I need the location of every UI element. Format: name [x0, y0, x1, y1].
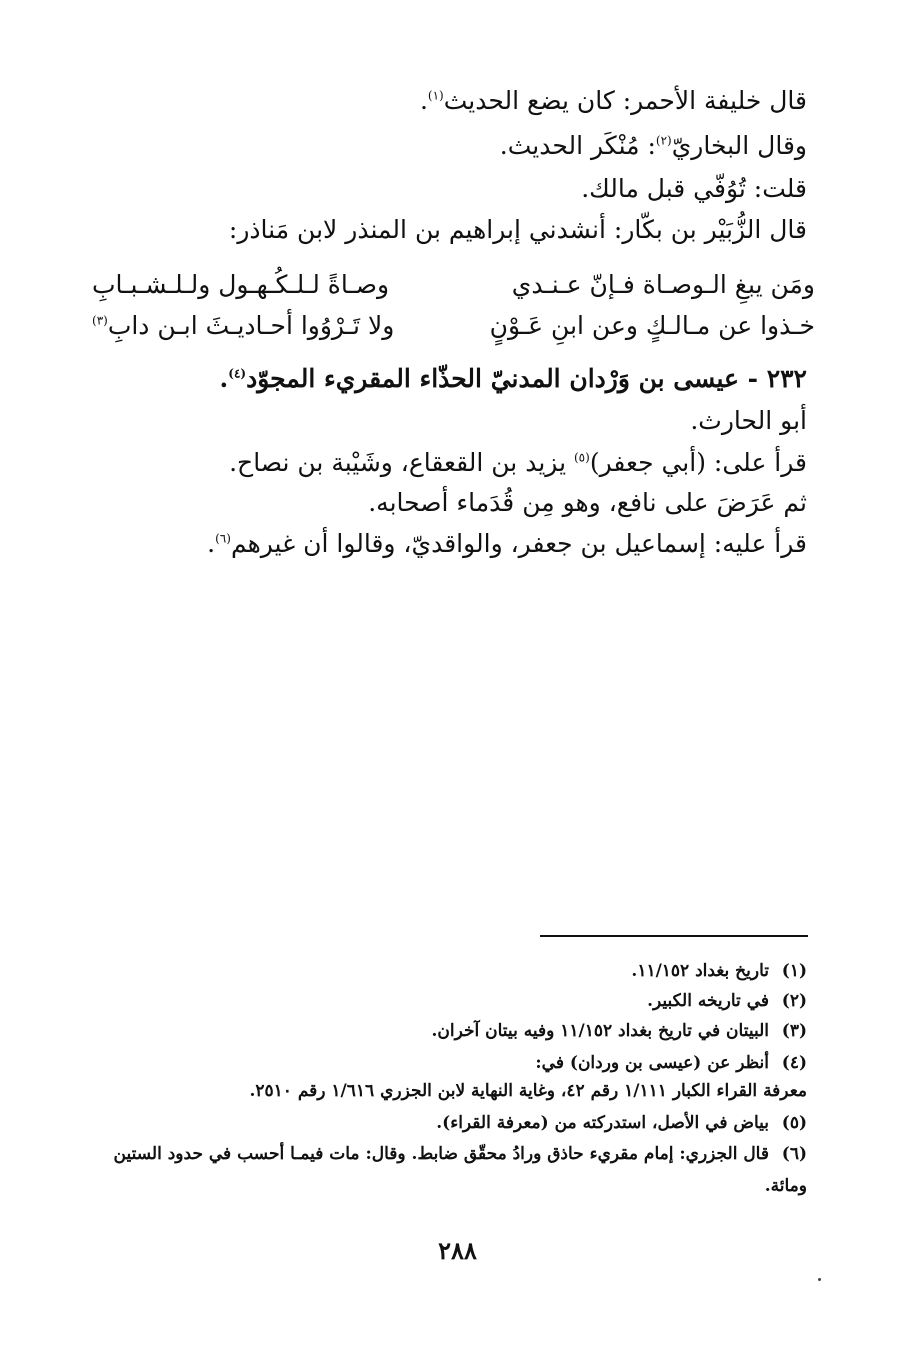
footnote-4: [80, 1050, 807, 1077]
footnote-ref-1: (١): [427, 88, 444, 103]
body-line-2: وقال البخاريّ$^{(٢)}$: مُنْكَر الحديث.: [499, 131, 807, 160]
page-number: ٢٨٨: [438, 1236, 477, 1265]
entry-line-4: قرأ عليه: إسماعيل بن جعفر، والواقديّ، وقالوا أن غيرهم$^{(٦)}$.: [207, 529, 807, 558]
body-line-3: قلت: تُوُفّي قبل مالك.: [581, 174, 807, 203]
entry-line-1: أبو الحارث.: [690, 406, 807, 435]
footnote-ref-4: (٤): [228, 366, 247, 381]
footnote-text: البيتان في تاريخ بغداد ١١/١٥٢ وفيه بيتان آخران.: [431, 1021, 769, 1041]
footnote-text: بياض في الأصل، استدركته من (معرفة القراء).: [436, 1113, 769, 1133]
footnote-number: (٣): [781, 1021, 807, 1041]
footnote-ref-3: (٣): [92, 313, 108, 328]
footnote-3: [80, 1018, 807, 1045]
verse-2-second-hemistich: ولا تَـرْوُوا أحـاديـثَ ابـن دابِ$^{(٣)}$: [92, 311, 395, 340]
footnote-2: [80, 988, 807, 1015]
verse-1-second-hemistich: وصـاةً لـلـكُـهـول ولـلـشـبـابِ: [92, 270, 390, 299]
footnote-text: في تاريخه الكبير.: [647, 991, 769, 1011]
verse-1-first-hemistich: ومَن يبغِ الـوصـاة فـإنّ عـنـدي: [511, 270, 815, 299]
footnote-number: (٦): [781, 1144, 807, 1164]
footnote-ref-5: (٥): [573, 450, 590, 465]
footnote-text: قال الجزري: إمام مقريء حاذق ورادُ محقّق ضابط. وقال: مات فيمـا أحسب في حدود الستين: [113, 1144, 769, 1164]
entry-line-2: قرأ على: (أبي جعفر)$^{(٥)}$ يزيد بن القعقاع، وشَيْبة بن نصاح.: [229, 448, 807, 477]
body-line-1: قال خليفة الأحمر: كان يضع الحديث$^{(١)}$.: [419, 86, 807, 115]
footnote-number: (٥): [781, 1113, 807, 1133]
entry-line-3: ثم عَرَضَ على نافع، وهو مِن قُدَماء أصحابه.: [368, 488, 807, 517]
scan-speck: [818, 1278, 821, 1281]
footnote-number: (١): [781, 961, 807, 981]
footnote-6: [80, 1141, 807, 1168]
footnote-text: تاريخ بغداد ١١/١٥٢.: [631, 961, 769, 981]
verse-2-first-hemistich: خـذوا عن مـالـكٍ وعن ابنِ عَـوْنٍ: [489, 311, 815, 340]
footnote-6-continuation: ومائة.: [764, 1176, 807, 1196]
footnote-text: أنظر عن (عيسى بن وردان) في:: [535, 1053, 769, 1073]
footnote-number: (٤): [781, 1053, 807, 1073]
footnote-number: (٢): [781, 991, 807, 1011]
footnote-ref-6: (٦): [215, 531, 231, 546]
entry-heading: ٢٣٢ - عيسى بن وَرْدان المدنيّ الحذّاء المقريء المجوّد$^{(٤)}$.: [219, 364, 807, 393]
footnote-4-continuation: معرفة القراء الكبار ١/١١١ رقم ٤٢، وغاية النهاية لابن الجزري ١/٦١٦ رقم ٢٥١٠.: [249, 1081, 807, 1101]
body-line-4: قال الزُّبَيْر بن بكّار: أنشدني إبراهيم بن المنذر لابن مَناذر:: [228, 215, 807, 244]
footnote-ref-2: (٢): [655, 133, 672, 148]
footnote-separator: [540, 935, 808, 937]
footnote-1: [80, 958, 807, 985]
footnote-5: [80, 1110, 807, 1137]
